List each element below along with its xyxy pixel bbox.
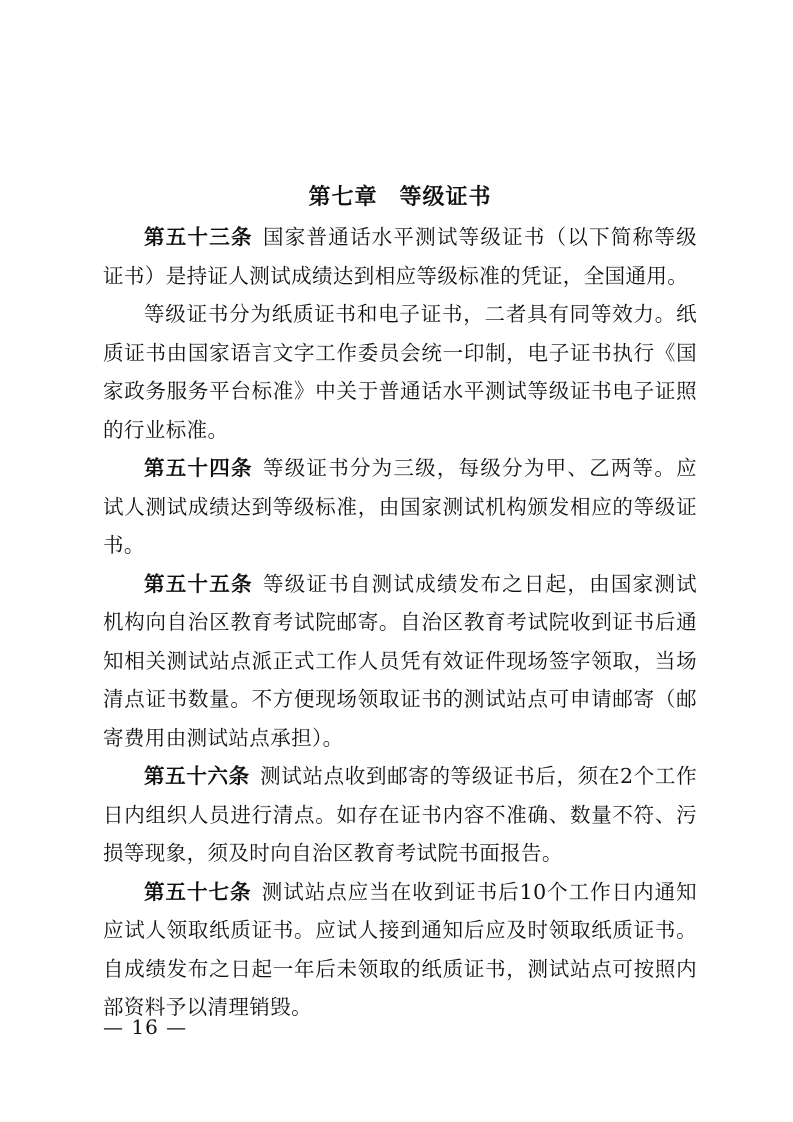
page-number: — 16 — bbox=[103, 1015, 188, 1039]
chapter-title: 等级证书 bbox=[399, 185, 492, 210]
article-57 bbox=[103, 873, 697, 1027]
article-56 bbox=[103, 757, 697, 873]
article-label: 第五十七条 bbox=[144, 879, 252, 904]
article-label: 第五十四条 bbox=[144, 456, 253, 480]
article-label: 第五十六条 bbox=[144, 764, 250, 788]
article-text: 测试站点收到邮寄的等级证书后，须在2个工作日内组织人员进行清点。如存在证书内容不准确、数量不符、污损等现象，须及时向自治区教育考试院书面报告。 bbox=[103, 764, 697, 865]
chapter-number: 第七章 bbox=[308, 185, 378, 210]
article-text: 国家普通话水平测试等级证书（以下简称等级证书）是持证人测试成绩达到相应等级标准的凭证，全国通用。 bbox=[103, 225, 697, 288]
article-53-continued bbox=[103, 295, 697, 449]
article-label: 第五十三条 bbox=[144, 225, 253, 249]
article-55 bbox=[103, 565, 697, 758]
chapter-heading bbox=[103, 178, 697, 218]
article-text: 等级证书分为三级，每级分为甲、乙两等。应试人测试成绩达到等级标准，由国家测试机构颁发相应的等级证书。 bbox=[103, 456, 697, 557]
article-label: 第五十五条 bbox=[144, 571, 253, 596]
article-text: 等级证书自测试成绩发布之日起，由国家测试机构向自治区教育考试院邮寄。自治区教育考试院收到证书后通知相关测试站点派正式工作人员凭有效证件现场签字领取，当场清点证书数量。不方便现场领取证书的测试站点可申请邮寄（邮寄费用由测试站点承担）。 bbox=[103, 571, 697, 750]
article-54 bbox=[103, 449, 697, 565]
article-text: 测试站点应当在收到证书后10个工作日内通知应试人领取纸质证书。应试人接到通知后应及时领取纸质证书。自成绩发布之日起一年后未领取的纸质证书，测试站点可按照内部资料予以清理销毁。 bbox=[103, 879, 698, 1019]
document-body bbox=[103, 178, 697, 1027]
article-53 bbox=[103, 218, 697, 295]
article-text: 等级证书分为纸质证书和电子证书，二者具有同等效力。纸质证书由国家语言文字工作委员会统一印制，电子证书执行《国家政务服务平台标准》中关于普通话水平测试等级证书电子证照的行业标准。 bbox=[103, 302, 697, 442]
